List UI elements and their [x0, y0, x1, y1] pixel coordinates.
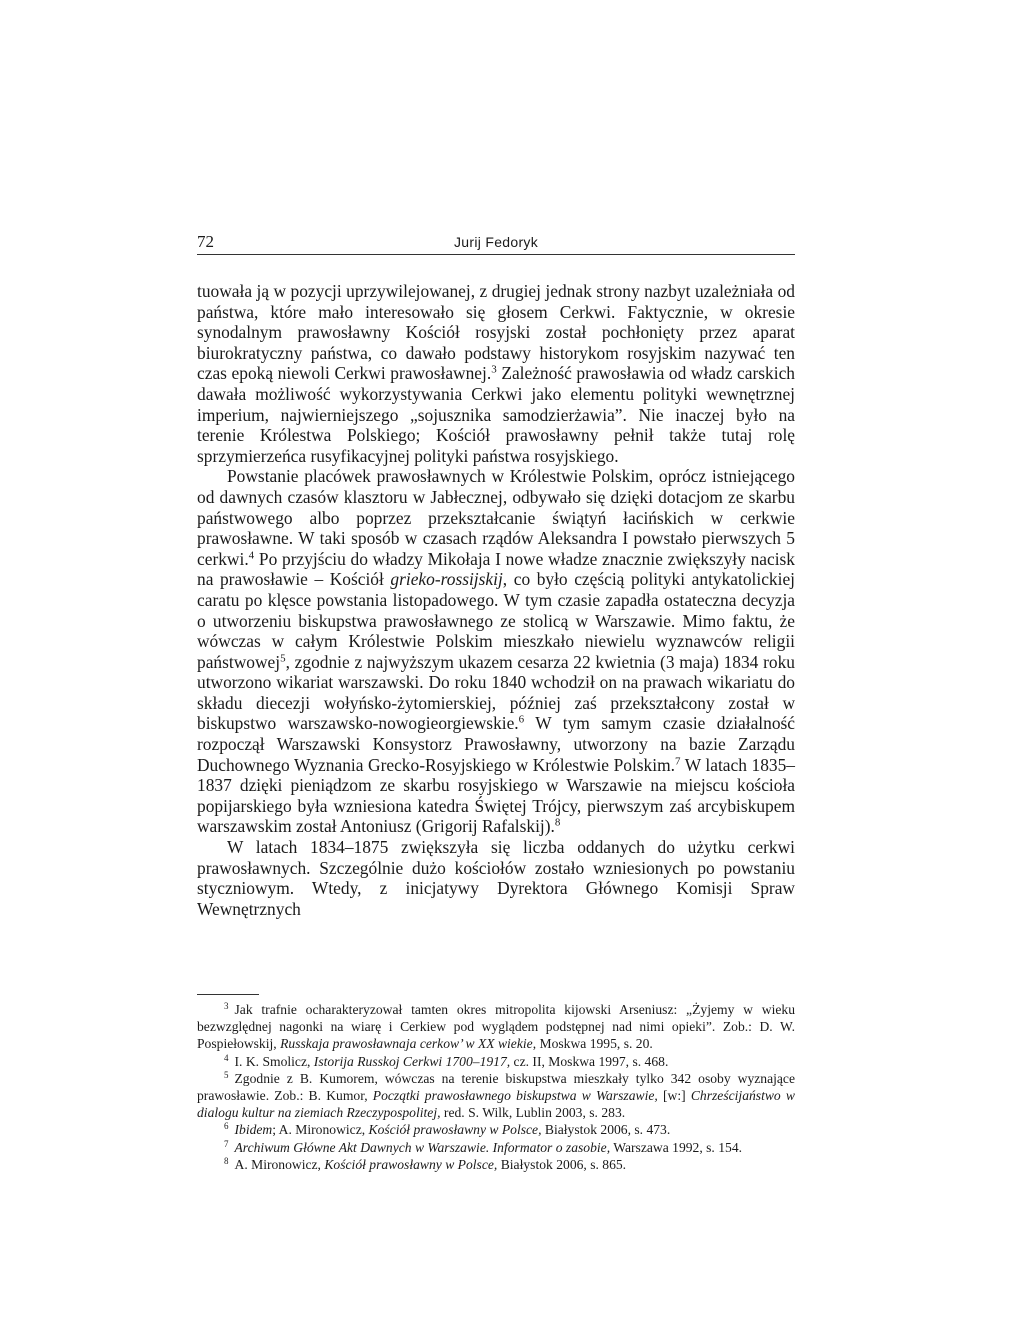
footnote-ref-5: 5: [280, 652, 286, 665]
footnote-6: [197, 1121, 795, 1138]
footnote-3: [197, 1001, 795, 1053]
footnote-8: [197, 1156, 795, 1173]
footnote-mark: 4: [224, 1052, 229, 1063]
running-title: Jurij Fedoryk: [453, 234, 539, 250]
body-text: [197, 281, 795, 919]
italic-title: Istorija Russkoj Cerkwi 1700–1917,: [313, 1053, 511, 1069]
italic-title: Kościół prawosławny w Polsce,: [324, 1156, 498, 1172]
paragraph-2: [197, 466, 795, 837]
page-header: [197, 230, 795, 255]
italic-title: Kościół prawosławny w Polsce,: [368, 1122, 542, 1138]
paragraph-3: W latach 1834–1875 zwiększyła się liczba oddanych do użytku cerkwi prawosławnych. Szczególnie dużo kościołów zostało wzniesionych po powstaniu styczniowym. Wtedy, z inicjatywy Dyrektora Głównego Komisji Spraw Wewnętrznych: [197, 837, 795, 919]
text-run: , zgodnie z najwyższym ukazem cesarza 22 kwietnia (3 maja) 1834 roku utworzono wikariat warszawski. Do roku 1840 wchodził on na prawach wikariatu do składu diecezji wołyńsko-żytomierskiej, później zaś przekształcony został w biskupstwo warszawsko-nowogieorgiewskie.: [197, 651, 795, 734]
footnotes: [197, 1001, 795, 1173]
text-run: Po przyjściu do władzy Mikołaja I nowe władze znacznie zwiększyły nacisk na prawosławie – Kościół: [197, 548, 795, 590]
text-run: Zależność prawosławia od władz carskich dawała możliwość wykorzystywania Cerkwi jako elementu polityki wewnętrznej imperium, najwierniejszego „sojusznika samodzierżawia”. Nie inaczej było na terenie Królestwa Polskiego; Kościół prawosławny pełnił także tutaj rolę sprzymierzeńca rusyfikacyjnej polityki państwa rosyjskiego.: [197, 363, 795, 466]
footnote-separator: [197, 994, 259, 995]
footnote-ref-4: 4: [248, 549, 255, 562]
italic-title: Chrześcijaństwo w dialogu kultur na ziemiach Rzeczypospolitej,: [197, 1088, 795, 1121]
text-run: Białystok 2006, s. 865.: [497, 1156, 627, 1172]
text-run: A. Mironowicz,: [234, 1156, 325, 1172]
footnote-5: [197, 1070, 795, 1122]
page-number: 72: [197, 232, 214, 251]
text-run: Jak trafnie ocharakteryzował tamten okres mitropolita kijowski Arseniusz: „Żyjemy w wieku bezwzględnej nagonki na wiarę i Cerkiew pod wyglądem podstępnej nad nimi opieki”. Zob.: D. W. Pospiełowskij,: [197, 1002, 795, 1052]
text-run: W latach 1835–1837 dzięki pieniądzom ze skarbu rosyjskiego w Warszawie na miejscu kościoła popijarskiego była wzniesiona katedra Świętej Trójcy, pierwszym zaś arcybiskupem warszawskim został Antoniusz (Grigorij Rafalskij).: [197, 754, 795, 837]
text-run: ; A. Mironowicz,: [272, 1122, 369, 1138]
footnote-ref-6: 6: [518, 713, 525, 726]
footnote-ref-7: 7: [674, 755, 681, 768]
text-run: cz. II, Moskwa 1997, s. 468.: [510, 1053, 669, 1069]
italic-term: grieko-rossijskij: [390, 569, 503, 590]
footnote-mark: 5: [224, 1069, 229, 1080]
footnote-mark: 3: [224, 1001, 229, 1012]
footnote-ref-3: 3: [491, 363, 497, 376]
text-run: , co było częścią polityki antykatolickiej caratu po klęsce powstania listopadowego. W tym czasie zapadła ostateczna decyzja o utworzeniu biskupstwa prawosławnego ze stolicą w Warszawie. Mimo faktu, że wówczas w całym Królestwie Polskim mieszkało niewielu wyznawców religii państwowej: [197, 569, 795, 672]
text-run: I. K. Smolicz,: [234, 1053, 314, 1069]
text-run: [w:]: [657, 1088, 691, 1104]
footnote-4: [197, 1053, 795, 1070]
footnote-mark: 8: [224, 1155, 229, 1166]
text-run: Powstanie placówek prawosławnych w Królestwie Polskim, oprócz istniejącego od dawnych czasów klasztoru w Jabłecznej, odbywało się dzięki dotacjom ze skarbu państwowego albo poprzez przekształcanie świątyń łacińskich w cerkwie prawosławne. W taki sposób w czasach rządów Aleksandra I powstało pierwszych 5 cerkwi.: [197, 466, 795, 569]
text-run: W tym samym czasie działalność rozpoczął Warszawski Konsystorz Prawosławny, utworzony na bazie Zarządu Duchownego Wyznania Grecko-Rosyjskiego w Królestwie Polskim.: [197, 713, 796, 775]
text-run: , Moskwa 1995, s. 20.: [532, 1036, 653, 1052]
italic-title: Początki prawosławnego biskupstwa w Warszawie,: [372, 1088, 658, 1104]
text-run: Warszawa 1992, s. 154.: [610, 1139, 743, 1155]
text-run: tuowała ją w pozycji uprzywilejowanej, z drugiej jednak strony nazbyt uzależniała od państwa, które mało interesowało się głosem Cerkwi. Faktycznie, w okresie synodalnym prawosławny Kościół rosyjski został pochłonięty przez aparat biurokratyczny państwa, co dawało podstawy historykom rosyjskim nazywać ten czas epoką niewoli Cerkwi prawosławnej.: [197, 281, 795, 384]
text-run: Białystok 2006, s. 473.: [541, 1122, 671, 1138]
footnote-ref-8: 8: [554, 816, 561, 829]
paragraph-1: [197, 281, 795, 466]
footnote-mark: 7: [224, 1138, 229, 1149]
text-run: Zgodnie z B. Kumorem, wówczas na terenie biskupstwa mieszkały tylko 342 osoby wyznające prawosławie. Zob.: B. Kumor,: [197, 1070, 795, 1104]
italic-title: Ibidem: [234, 1122, 273, 1138]
footnote-mark: 6: [224, 1121, 229, 1132]
footnote-7: [197, 1139, 795, 1156]
text-run: red. S. Wilk, Lublin 2003, s. 283.: [440, 1105, 626, 1121]
italic-title: Archiwum Główne Akt Dawnych w Warszawie. Informator o zasobie,: [234, 1139, 611, 1155]
italic-title: Russkaja prawosławnaja cerkow’ w XX wiekie: [280, 1036, 533, 1052]
